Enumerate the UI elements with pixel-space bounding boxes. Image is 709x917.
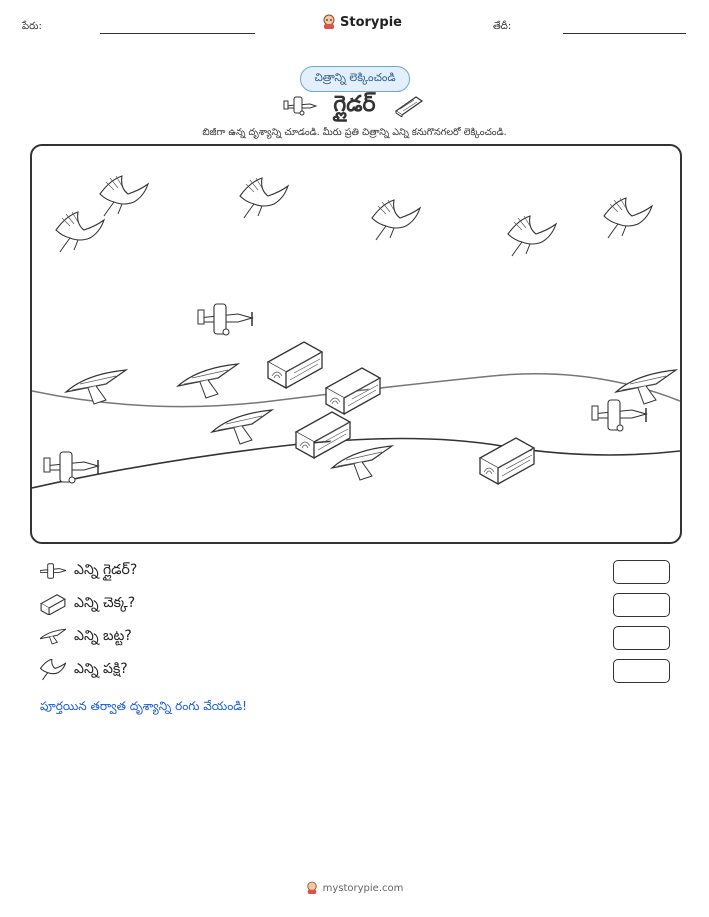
- storypie-mascot-icon: [306, 881, 318, 895]
- question-row-gliders: [40, 558, 137, 584]
- hang-glider: [212, 410, 272, 444]
- wood-plank: [326, 368, 380, 414]
- footer-site[interactable]: mystorypie.com: [322, 882, 404, 894]
- brand-logo: [322, 14, 402, 30]
- question-text: ఎన్ని చెక్క?: [74, 594, 136, 611]
- footer: [0, 881, 709, 895]
- wood-plank-title-icon: [394, 93, 424, 117]
- hang-glider: [616, 370, 676, 404]
- question-text: ఎన్ని బట్ట?: [74, 627, 132, 644]
- answer-box-birds[interactable]: [613, 659, 670, 683]
- scene-drawing: [32, 146, 680, 542]
- question-text: ఎన్ని గ్లైడర్?: [74, 561, 138, 578]
- brand-name: Storypie: [340, 14, 402, 30]
- question-row-wood: [40, 591, 135, 617]
- glider-plane: [198, 304, 252, 335]
- glider-plane: [44, 452, 98, 483]
- worksheet-badge: [300, 66, 410, 92]
- bird: [240, 178, 288, 218]
- glider-plane-icon: [40, 561, 66, 581]
- instructions: బిజీగా ఉన్న దృశ్యాన్ని చూడండి. మీరు ప్రతి చిత్రాన్ని ఎన్ని కనుగొనగలరో లెక్కించండి.: [202, 127, 507, 138]
- name-line[interactable]: [100, 33, 255, 34]
- page-title: గ్లైడర్: [333, 92, 376, 117]
- wood-plank: [480, 438, 534, 484]
- wood-plank: [268, 342, 322, 388]
- storypie-mascot-icon: [322, 14, 336, 30]
- question-row-birds: [40, 657, 128, 683]
- bird: [56, 212, 104, 252]
- answer-box-wood[interactable]: [613, 593, 670, 617]
- name-label: పేరు:: [22, 21, 42, 32]
- wood-plank-icon: [40, 593, 66, 615]
- wood-plank: [296, 412, 350, 458]
- answer-box-cloth[interactable]: [613, 626, 670, 650]
- counting-scene: [30, 144, 682, 544]
- bird: [508, 216, 556, 256]
- bird-icon: [40, 659, 66, 681]
- hang-glider: [332, 446, 392, 480]
- bird: [372, 200, 420, 240]
- date-line[interactable]: [563, 33, 686, 34]
- question-row-cloth: [40, 624, 132, 650]
- coloring-instruction: పూర్తయిన తర్వాత దృశ్యాన్ని రంగు వేయండి!: [40, 699, 247, 713]
- glider-plane: [592, 400, 646, 431]
- question-text: ఎన్ని పక్షి?: [74, 660, 128, 677]
- bird: [100, 176, 148, 216]
- answer-box-gliders[interactable]: [613, 560, 670, 584]
- bird: [604, 198, 652, 238]
- hang-glider-icon: [40, 627, 66, 647]
- date-label: తేదీ:: [493, 21, 512, 32]
- badge-text: చిత్రాన్ని లెక్కించండి: [314, 71, 396, 84]
- hang-glider: [178, 364, 238, 398]
